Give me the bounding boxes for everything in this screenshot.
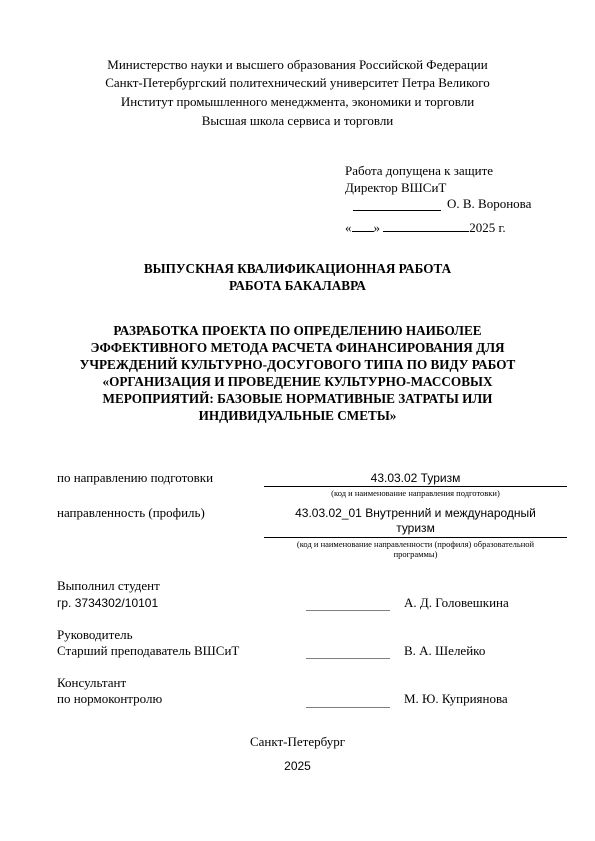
thesis-title-line: ИНДИВИДУАЛЬНЫЕ СМЕТЫ» [198,408,397,423]
consultant-position: по нормоконтролю [57,691,163,706]
student-group: гр. 3734302/10101 [57,596,159,610]
direction-caption: (код и наименование направления подготовки) [331,488,500,498]
student-role: Выполнил студент [57,578,160,593]
consultant-signature-line [306,707,390,708]
document-type: ВЫПУСКНАЯ КВАЛИФИКАЦИОННАЯ РАБОТА [143,261,452,276]
footer-year: 2025 [284,759,311,773]
thesis-title-line: ЭФФЕКТИВНОГО МЕТОДА РАСЧЕТА ФИНАНСИРОВАНИЯ ДЛЯ [90,340,505,355]
date-close-quote: » [373,220,380,235]
university-line: Санкт-Петербургский политехнический университет Петра Великого [105,75,490,90]
profile-caption-line: (код и наименование направленности (профиля) образовательной [296,539,535,549]
degree-type: РАБОТА БАКАЛАВРА [229,278,366,293]
director-line: Директор ВШСиТ [345,180,447,195]
profile-label: направленность (профиль) [57,505,205,520]
director-signature-line [353,210,441,211]
thesis-title-line: РАЗРАБОТКА ПРОЕКТА ПО ОПРЕДЕЛЕНИЮ НАИБОЛЕЕ [113,323,482,338]
direction-label: по направлению подготовки [57,470,214,485]
thesis-title [40,322,555,424]
director-name: О. В. Воронова [447,196,532,211]
approval-date [345,220,506,236]
thesis-title-line: УЧРЕЖДЕНИЙ КУЛЬТУРНО-ДОСУГОВОГО ТИПА ПО ВИДУ РАБОТ [79,357,516,372]
consultant-name: М. Ю. Куприянова [404,691,508,706]
supervisor-role: Руководитель [57,627,133,642]
direction-underline [264,486,567,487]
school-line: Высшая школа сервиса и торговли [201,113,394,128]
approval-year: 2025 г. [469,220,506,235]
supervisor-signature-line [306,658,390,659]
profile-underline [264,537,567,538]
direction-value: 43.03.02 Туризм [370,471,461,485]
city: Санкт-Петербург [249,734,346,749]
profile-value-line: 43.03.02_01 Внутренний и международный [295,506,536,520]
month-blank [383,221,469,232]
thesis-title-line: «ОРГАНИЗАЦИЯ И ПРОВЕДЕНИЕ КУЛЬТУРНО-МАССОВЫХ [102,374,493,389]
profile-value-line: туризм [396,521,435,535]
supervisor-position: Старший преподаватель ВШСиТ [57,643,240,658]
profile-caption-line: программы) [393,549,438,559]
institute-line: Институт промышленного менеджмента, экономики и торговли [120,94,475,109]
ministry-line: Министерство науки и высшего образования Российской Федерации [107,57,488,72]
day-blank [352,221,374,232]
thesis-title-line: МЕРОПРИЯТИЙ: БАЗОВЫЕ НОРМАТИВНЫЕ ЗАТРАТЫ ИЛИ [102,391,493,406]
approval-line: Работа допущена к защите [345,163,494,178]
date-open-quote: « [345,220,352,235]
student-name: А. Д. Головешкина [404,595,509,610]
student-signature-line [306,610,390,611]
supervisor-name: В. А. Шелейко [404,643,486,658]
consultant-role: Консультант [57,675,127,690]
